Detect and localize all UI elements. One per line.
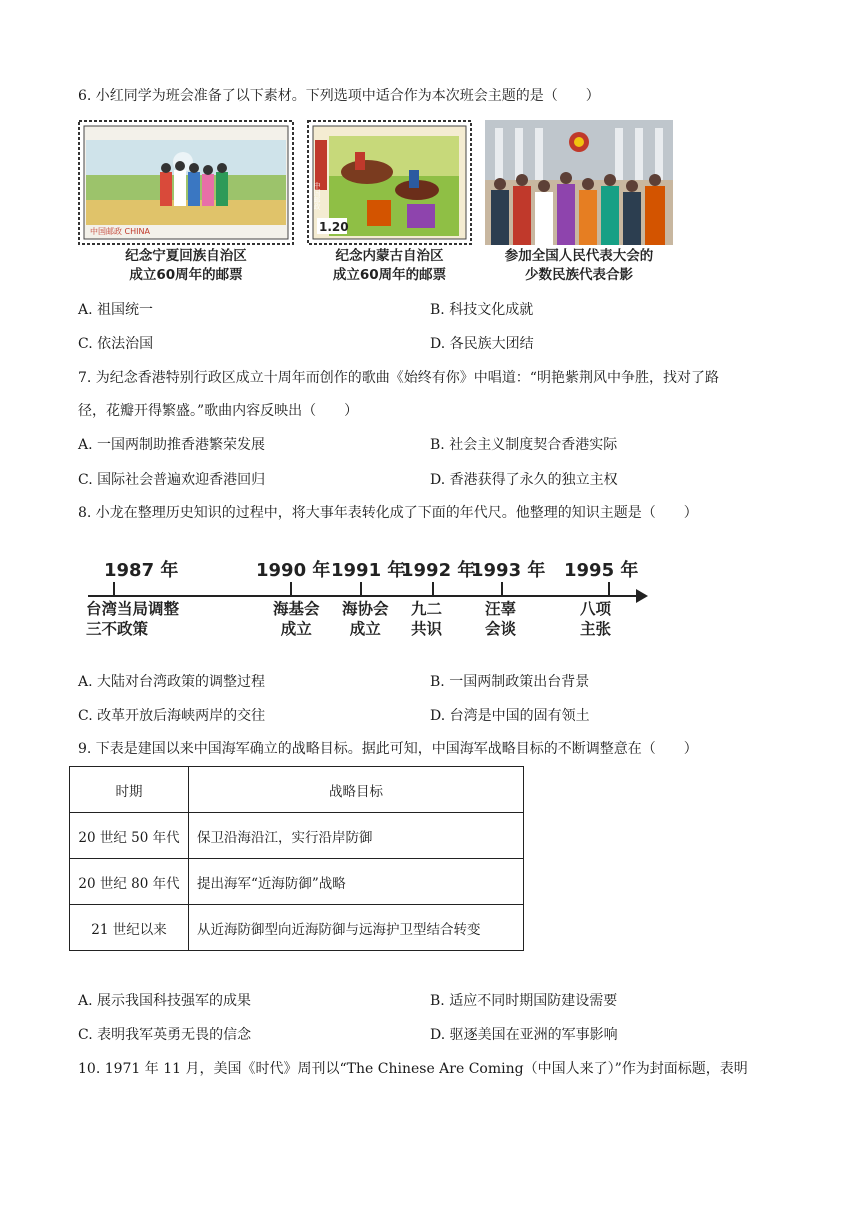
event-line: 成立 (280, 620, 312, 638)
timeline-year: 1991 年 (331, 560, 406, 581)
event-line: 八项 (580, 600, 612, 618)
table-cell: 20 世纪 50 年代 (70, 813, 189, 859)
event-line: 三不政策 (86, 620, 149, 638)
table-cell: 提出海军“近海防御”战略 (189, 859, 524, 905)
table-header-row (70, 767, 524, 813)
timeline-tick (432, 582, 434, 596)
q9-stem: 9. 下表是建国以来中国海军确立的战略目标。据此可知，中国海军战略目标的不断调整意在（ ） (78, 741, 698, 757)
timeline-tick (360, 582, 362, 596)
table-row (70, 905, 524, 951)
event-line: 会谈 (485, 620, 517, 638)
delegates-photo-caption (485, 247, 673, 285)
inner-mongolia-stamp-caption (307, 247, 472, 285)
table-cell: 保卫沿海沿江，实行沿岸防御 (189, 813, 524, 859)
q9-strategy-table (69, 766, 524, 951)
timeline-event (273, 599, 320, 639)
q8-option-b[interactable]: B. 一国两制政策出台背景 (430, 674, 590, 690)
timeline-arrow-icon (636, 589, 648, 603)
q8-option-d[interactable]: D. 台湾是中国的固有领土 (430, 708, 590, 724)
caption-line: 纪念内蒙古自治区 (335, 248, 444, 264)
timeline-year: 1992 年 (401, 560, 476, 581)
stamp2-value: 1.20 (319, 220, 349, 234)
timeline-event (485, 599, 516, 639)
table-cell: 20 世纪 80 年代 (70, 859, 189, 905)
event-line: 主张 (580, 620, 612, 638)
q6-stem: 6. 小红同学为班会准备了以下素材。下列选项中适合作为本次班会主题的是（ ） (78, 88, 600, 104)
q6-option-a[interactable]: A. 祖国统一 (78, 302, 154, 318)
timeline-event (86, 599, 179, 639)
caption-line: 少数民族代表合影 (525, 267, 633, 283)
caption-line: 参加全国人民代表大会的 (504, 248, 654, 264)
event-line: 九二 (411, 600, 443, 618)
stamp2-label: 中国邮政 (313, 182, 321, 210)
timeline-event (580, 599, 611, 639)
event-line: 台湾当局调整 (86, 600, 180, 618)
q8-stem: 8. 小龙在整理历史知识的过程中，将大事年表转化成了下面的年代尺。他整理的知识主题是（ ） (78, 505, 698, 521)
timeline-tick (608, 582, 610, 596)
event-line: 成立 (349, 620, 381, 638)
caption-line: 成立60周年的邮票 (332, 267, 447, 283)
q8-timeline (80, 552, 660, 647)
q7-stem-line1: 7. 为纪念香港特别行政区成立十周年而创作的歌曲《始终有你》中唱道：“明艳紫荆风中争胜，找对了路 (78, 370, 719, 386)
caption-line: 纪念宁夏回族自治区 (125, 248, 247, 264)
q6-image-row (78, 120, 678, 290)
timeline-year: 1995 年 (564, 560, 639, 581)
table-cell: 21 世纪以来 (70, 905, 189, 951)
q9-option-a[interactable]: A. 展示我国科技强军的成果 (78, 993, 252, 1009)
caption-line: 成立60周年的邮票 (129, 267, 243, 283)
ningxia-stamp-image (78, 120, 294, 245)
timeline-event (342, 599, 389, 639)
event-line: 海基会 (273, 600, 320, 618)
q7-option-b[interactable]: B. 社会主义制度契合香港实际 (430, 437, 618, 453)
table-row (70, 859, 524, 905)
q6-option-b[interactable]: B. 科技文化成就 (430, 302, 534, 318)
q9-option-d[interactable]: D. 驱逐美国在亚洲的军事影响 (430, 1027, 618, 1043)
timeline-tick (290, 582, 292, 596)
ningxia-stamp-caption (78, 247, 294, 285)
timeline-event (411, 599, 442, 639)
delegates-photo-image (485, 120, 673, 245)
timeline-tick (501, 582, 503, 596)
q9-option-c[interactable]: C. 表明我军英勇无畏的信念 (78, 1027, 252, 1043)
inner-mongolia-stamp-image (307, 120, 472, 245)
q6-option-c[interactable]: C. 依法治国 (78, 336, 154, 352)
table-header-cell: 时期 (70, 767, 189, 813)
table-row (70, 813, 524, 859)
table-header-cell: 战略目标 (189, 767, 524, 813)
q10-stem: 10. 1971 年 11 月，美国《时代》周刊以“The Chinese Are Coming（中国人来了）”作为封面标题，表明 (78, 1061, 748, 1077)
timeline-axis (88, 595, 640, 597)
q6-option-d[interactable]: D. 各民族大团结 (430, 336, 534, 352)
q7-option-d[interactable]: D. 香港获得了永久的独立主权 (430, 472, 618, 488)
event-line: 汪辜 (485, 600, 517, 618)
q7-stem-line2: 径，花瓣开得繁盛。”歌曲内容反映出（ ） (78, 403, 359, 419)
timeline-year: 1987 年 (104, 560, 179, 581)
q8-option-c[interactable]: C. 改革开放后海峡两岸的交往 (78, 708, 266, 724)
q9-option-b[interactable]: B. 适应不同时期国防建设需要 (430, 993, 618, 1009)
stamp1-label: 中国邮政 CHINA (90, 227, 150, 236)
event-line: 海协会 (342, 600, 389, 618)
timeline-year: 1990 年 (256, 560, 331, 581)
event-line: 共识 (411, 620, 443, 638)
timeline-tick (113, 582, 115, 596)
q8-option-a[interactable]: A. 大陆对台湾政策的调整过程 (78, 674, 266, 690)
q7-option-a[interactable]: A. 一国两制助推香港繁荣发展 (78, 437, 266, 453)
table-cell: 从近海防御型向近海防御与远海护卫型结合转变 (189, 905, 524, 951)
timeline-year: 1993 年 (471, 560, 546, 581)
q7-option-c[interactable]: C. 国际社会普遍欢迎香港回归 (78, 472, 266, 488)
